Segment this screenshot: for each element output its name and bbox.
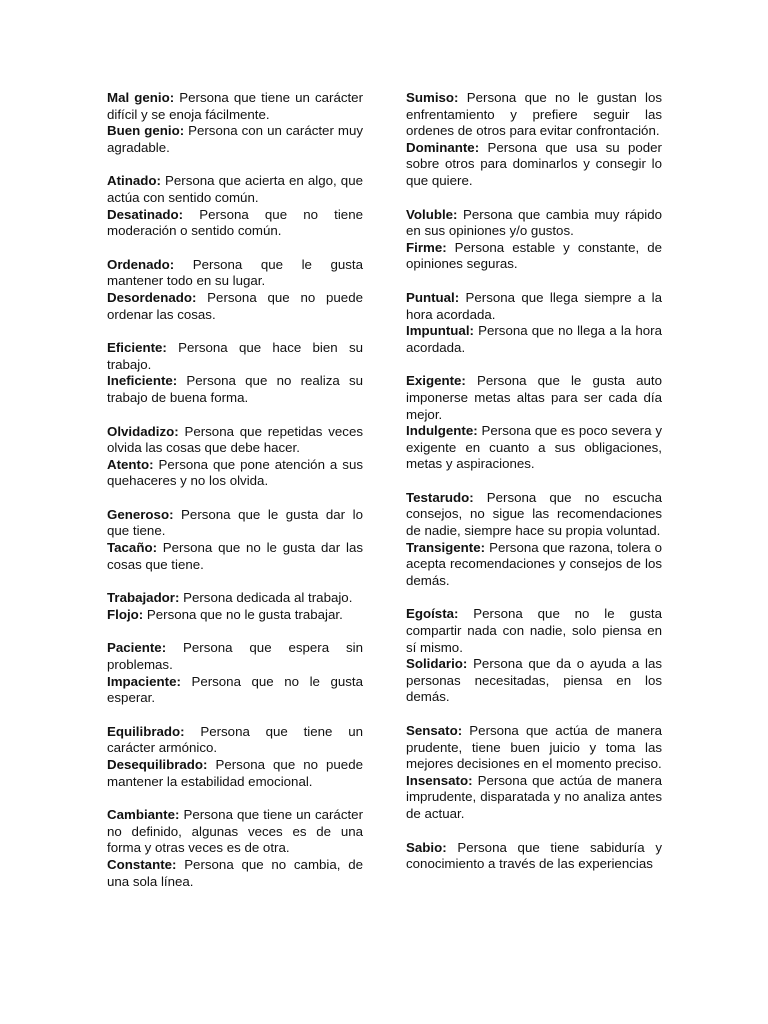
- definition-pair: [107, 807, 363, 890]
- definition-term: Eficiente:: [107, 340, 167, 356]
- definition-entry: [406, 723, 662, 773]
- definition-term: Generoso:: [107, 506, 174, 522]
- definition-pair: [406, 840, 662, 873]
- definition-entry: [406, 656, 662, 706]
- definition-text: Persona que repetidas veces olvida las cosas que debe hacer.: [107, 423, 363, 456]
- definition-term: Dominante:: [406, 139, 480, 155]
- definition-entry: [107, 257, 363, 290]
- definition-term: Desatinado:: [107, 206, 184, 222]
- definition-entry: [406, 773, 662, 823]
- definition-text: Persona dedicada al trabajo.: [179, 590, 353, 606]
- definition-text: Persona que tiene un carácter no definido, algunas veces es de una forma y otras veces es de otra.: [107, 807, 363, 856]
- definition-term: Equilibrado:: [107, 723, 185, 739]
- definition-text: Persona que actúa de manera prudente, tiene buen juicio y toma las mejores decisiones en el momento preciso.: [406, 723, 662, 772]
- definition-term: Desordenado:: [107, 289, 197, 305]
- definition-term: Buen genio:: [107, 123, 185, 139]
- definition-entry: [406, 323, 662, 356]
- definition-text: Persona que pone atención a sus quehaceres y no los olvida.: [107, 456, 363, 489]
- definition-entry: [107, 540, 363, 573]
- definition-text: Persona que no le gusta compartir nada con nadie, solo piensa en sí mismo.: [406, 606, 662, 655]
- right-column: [406, 90, 662, 890]
- definition-term: Mal genio:: [107, 90, 175, 105]
- definition-term: Tacaño:: [107, 540, 157, 556]
- definition-term: Impaciente:: [107, 673, 181, 689]
- definition-term: Flojo:: [107, 606, 144, 622]
- definition-pair: [406, 207, 662, 273]
- definition-text: Persona que tiene sabiduría y conocimiento a través de las experiencias: [406, 839, 662, 872]
- definition-term: Solidario:: [406, 656, 468, 672]
- definition-entry: [406, 207, 662, 240]
- definition-pair: [107, 590, 363, 623]
- definition-entry: [406, 240, 662, 273]
- definition-text: Persona que no realiza su trabajo de buena forma.: [107, 373, 363, 405]
- definition-pair: [107, 507, 363, 573]
- definition-term: Trabajador:: [107, 590, 180, 606]
- definition-entry: [107, 340, 363, 373]
- definition-entry: [107, 607, 363, 624]
- definition-entry: [406, 840, 662, 873]
- definition-entry: [107, 290, 363, 323]
- definition-term: Desequilibrado:: [107, 757, 208, 772]
- definition-pair: [107, 173, 363, 239]
- definition-term: Ordenado:: [107, 256, 175, 272]
- definition-text: Persona que le gusta auto imponerse metas altas para ser cada día mejor.: [406, 373, 662, 422]
- definition-term: Puntual:: [406, 289, 460, 305]
- definition-text: Persona que no le gustan los enfrentamiento y prefiere seguir las ordenes de otros para evitar confrontación.: [406, 90, 662, 139]
- definition-term: Ineficiente:: [107, 373, 178, 389]
- definition-term: Testarudo:: [406, 489, 474, 505]
- definition-text: Persona que no cambia, de una sola línea.: [107, 856, 363, 889]
- definition-text: Persona que llega siempre a la hora acordada.: [406, 289, 662, 322]
- definition-pair: [107, 724, 363, 790]
- definition-text: Persona que le gusta dar lo que tiene.: [107, 506, 363, 539]
- definition-entry: [406, 140, 662, 190]
- definition-pair: [406, 290, 662, 356]
- definition-text: Persona que le gusta mantener todo en su lugar.: [107, 256, 363, 289]
- definition-pair: [107, 640, 363, 706]
- definition-text: Persona que no puede mantener la estabilidad emocional.: [107, 757, 363, 789]
- definition-term: Paciente:: [107, 640, 167, 656]
- definition-text: Persona que usa su poder sobre otros para dominarlos y consegir lo que quiere.: [406, 139, 662, 188]
- definition-term: Atinado:: [107, 173, 161, 189]
- definition-text: Persona que no le gusta dar las cosas que tiene.: [107, 540, 363, 572]
- definition-text: Persona que da o ayuda a las personas necesitadas, piensa en los demás.: [406, 656, 662, 705]
- definition-pair: [107, 257, 363, 323]
- definition-entry: [107, 207, 363, 240]
- definition-entry: [406, 540, 662, 590]
- definition-term: Exigente:: [406, 373, 466, 389]
- definition-term: Constante:: [107, 856, 177, 872]
- definition-text: Persona que hace bien su trabajo.: [107, 340, 363, 372]
- definition-entry: [107, 724, 363, 757]
- definition-text: Persona que no escucha consejos, no sigue las recomendaciones de nadie, siempre hace su propia voluntad.: [406, 489, 662, 539]
- definition-text: Persona que tiene un carácter armónico.: [107, 723, 363, 756]
- definition-text: Persona que acierta en algo, que actúa con sentido común.: [107, 173, 363, 205]
- definition-term: Cambiante:: [107, 807, 180, 823]
- definition-text: Persona que no le gusta trabajar.: [143, 606, 343, 622]
- definition-pair: [406, 723, 662, 823]
- definition-pair: [406, 90, 662, 190]
- definition-term: Impuntual:: [406, 323, 474, 339]
- definition-term: Sensato:: [406, 723, 463, 738]
- definition-text: Persona que no tiene moderación o sentido común.: [107, 206, 363, 239]
- definition-entry: [107, 424, 363, 457]
- definition-term: Sabio:: [406, 839, 447, 855]
- definition-entry: [107, 590, 363, 607]
- definition-pair: [406, 606, 662, 706]
- definition-term: Indulgente:: [406, 423, 478, 439]
- definition-text: Persona que cambia muy rápido en sus opiniones y/o gustos.: [406, 206, 662, 239]
- definition-entry: [107, 674, 363, 707]
- definition-text: Persona que no llega a la hora acordada.: [406, 323, 662, 355]
- left-column: [107, 90, 363, 907]
- definition-text: Persona que tiene un carácter difícil y se enoja fácilmente.: [107, 90, 364, 122]
- definition-term: Firme:: [406, 239, 447, 255]
- definition-pair: [107, 340, 363, 406]
- definition-text: Persona con un carácter muy agradable.: [107, 123, 363, 155]
- definition-entry: [406, 606, 662, 656]
- definition-entry: [406, 290, 662, 323]
- definition-term: Sumiso:: [406, 90, 459, 105]
- definition-entry: [107, 807, 363, 857]
- definition-entry: [107, 457, 363, 490]
- definition-term: Egoísta:: [406, 606, 459, 622]
- definition-pair: [406, 373, 662, 473]
- definition-text: Persona que razona, tolera o acepta recomendaciones y consejos de los demás.: [406, 539, 662, 588]
- definition-entry: [406, 490, 662, 540]
- definition-text: Persona que espera sin problemas.: [107, 640, 363, 673]
- definition-pair: [107, 90, 363, 156]
- definition-text: Persona que actúa de manera imprudente, disparatada y no analiza antes de actuar.: [406, 772, 662, 821]
- definition-entry: [107, 507, 363, 540]
- definition-term: Olvidadizo:: [107, 423, 179, 439]
- definition-term: Transigente:: [406, 539, 486, 555]
- definition-text: Persona estable y constante, de opiniones seguras.: [406, 239, 662, 272]
- definition-entry: [406, 373, 662, 423]
- definition-term: Insensato:: [406, 772, 473, 788]
- definition-pair: [107, 424, 363, 490]
- definition-entry: [107, 373, 363, 406]
- definition-entry: [107, 90, 363, 123]
- definition-text: Persona que no le gusta esperar.: [107, 673, 363, 706]
- definition-entry: [406, 90, 662, 140]
- definition-entry: [107, 857, 363, 890]
- definition-term: Atento:: [107, 456, 154, 472]
- definition-pair: [406, 490, 662, 590]
- definition-entry: [107, 123, 363, 156]
- definition-entry: [406, 423, 662, 473]
- definition-entry: [107, 173, 363, 206]
- definition-entry: [107, 640, 363, 673]
- definition-entry: [107, 757, 363, 790]
- definition-term: Voluble:: [406, 206, 458, 222]
- definition-text: Persona que no puede ordenar las cosas.: [107, 289, 363, 322]
- definition-text: Persona que es poco severa y exigente en cuanto a sus obligaciones, metas y aspiraciones.: [406, 423, 662, 472]
